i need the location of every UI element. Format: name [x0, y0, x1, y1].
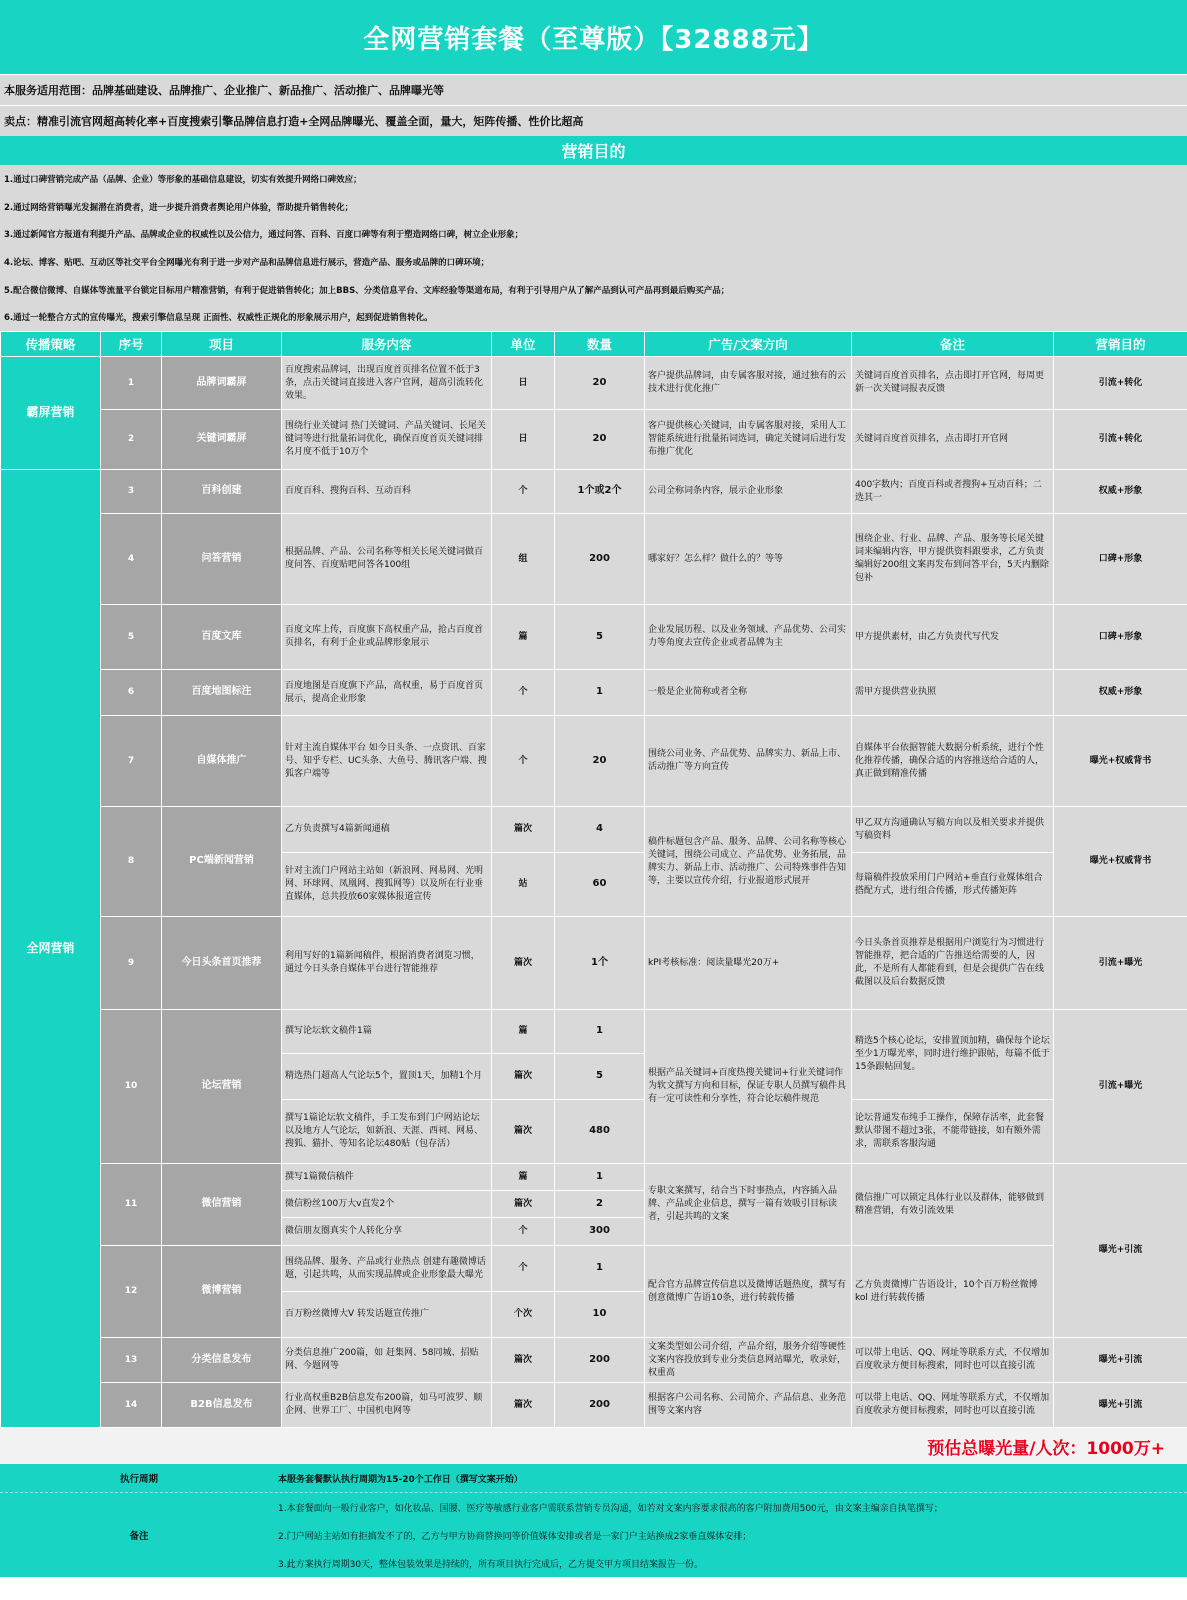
goal-cell: 曝光+权威背书: [1054, 716, 1187, 807]
period-value: 本服务套餐默认执行周期为15-20个工作日（撰写文案开始）: [278, 1474, 523, 1485]
unit-cell: 篇: [492, 1010, 555, 1054]
content-cell: 针对主流门户网站主站如（新浪网、网易网、光明网、环球网、凤凰网、搜狐网等）以及所在行业垂直媒体，总共投放60家媒体报道宣传: [282, 853, 492, 917]
footer: [0, 1464, 1187, 1577]
unit-cell: 篇次: [492, 1054, 555, 1100]
project-cell: B2B信息发布: [162, 1383, 282, 1428]
content-cell: 百万粉丝微博大V 转发话题宣传推广: [282, 1292, 492, 1338]
note-cell: 关键词百度首页排名，点击即打开官网: [852, 410, 1054, 470]
goal-cell: 权威+形象: [1054, 470, 1187, 514]
content-cell: 利用写好的1篇新闻稿件，根据消费者浏览习惯，通过今日头条自媒体平台进行智能推荐: [282, 917, 492, 1010]
quantity-cell: 200: [555, 514, 645, 605]
ad-cell: 哪家好？怎么样？做什么的？等等: [645, 514, 852, 605]
note-cell: 可以带上电话、QQ、网址等联系方式，不仅增加百度收录方便目标搜索，同时也可以直接引流: [852, 1338, 1054, 1383]
row-number: 12: [101, 1246, 162, 1338]
header-unit: 单位: [492, 332, 555, 357]
goal-cell: 曝光+引流: [1054, 1383, 1187, 1428]
note-cell: 自媒体平台依据智能大数据分析系统，进行个性化推荐传播，确保合适的内容推送给合适的人，真正做到精准传播: [852, 716, 1054, 807]
quantity-cell: 10: [555, 1292, 645, 1338]
project-cell: 分类信息发布: [162, 1338, 282, 1383]
ad-cell: 公司全称词条内容，展示企业形象: [645, 470, 852, 514]
table-row: [1, 357, 1187, 410]
remark-item: 3.此方案执行周期30天，整体包装效果是持续的，所有项目执行完成后，乙方提交甲方项目结案报告一份。: [278, 1559, 704, 1570]
project-cell: 微博营销: [162, 1246, 282, 1338]
project-cell: 自媒体推广: [162, 716, 282, 807]
content-cell: 百度搜索品牌词，出现百度首页排名位置不低于3条，点击关键词直接进入客户官网，超高引流转化效果。: [282, 357, 492, 410]
header-ad-direction: 广告/文案方向: [645, 332, 852, 357]
row-number: 2: [101, 410, 162, 470]
goal-cell: 引流+曝光: [1054, 1010, 1187, 1164]
ad-cell: 根据产品关键词+百度热搜关键词+行业关键词作为软文撰写方向和目标，保证专职人员撰写稿件具有一定可读性和分享性，符合论坛稿件规范: [645, 1010, 852, 1164]
unit-cell: 个: [492, 1218, 555, 1246]
header-strategy: 传播策略: [1, 332, 101, 357]
unit-cell: 篇次: [492, 1191, 555, 1218]
table-row: [1, 470, 1187, 514]
goal-cell: 引流+转化: [1054, 357, 1187, 410]
content-cell: 百度百科、搜狗百科、互动百科: [282, 470, 492, 514]
project-cell: 今日头条首页推荐: [162, 917, 282, 1010]
quantity-cell: 2: [555, 1191, 645, 1218]
project-cell: 微信营销: [162, 1164, 282, 1246]
ad-cell: 企业发展历程、以及业务领域、产品优势、公司实力等角度去宣传企业或者品牌为主: [645, 605, 852, 670]
unit-cell: 日: [492, 357, 555, 410]
goal-cell: 口碑+形象: [1054, 605, 1187, 670]
ad-cell: 稿件标题包含产品、服务、品牌、公司名称等核心关键词，围绕公司成立、产品优势、业务拓展，品牌实力、新品上市、活动推广、公司特殊事件告知等，主要以宣传介绍，行业报道形式展开: [645, 807, 852, 917]
table-row: [1, 514, 1187, 605]
content-cell: 根据品牌、产品、公司名称等相关长尾关键词做百度问答、百度贴吧问答各100组: [282, 514, 492, 605]
page-title: 全网营销套餐（至尊版）【32888元】: [0, 0, 1187, 74]
remark-item: 2.门户网站主站如有拒搞发不了的，乙方与甲方协商替换同等价值媒体安排或者是一家门户主站换成2家垂直媒体安排；: [278, 1531, 752, 1542]
ad-cell: kPI考核标准：阅读量曝光20万+: [645, 917, 852, 1010]
quantity-cell: 480: [555, 1100, 645, 1164]
goal-item: 2.通过网络营销曝光发掘潜在消费者，进一步提升消费者舆论用户体验，帮助提升销售转化；: [0, 193, 1187, 221]
service-scope: 本服务适用范围：品牌基础建设、品牌推广、企业推广、新品推广、活动推广、品牌曝光等: [0, 74, 1187, 105]
header-note: 备注: [852, 332, 1054, 357]
content-cell: 微信粉丝100万大v直发2个: [282, 1191, 492, 1218]
remarks-row: [0, 1492, 1187, 1577]
row-number: 4: [101, 514, 162, 605]
header-goal: 营销目的: [1054, 332, 1187, 357]
unit-cell: 篇次: [492, 1100, 555, 1164]
row-number: 13: [101, 1338, 162, 1383]
note-cell: 每篇稿件投放采用门户网站+垂直行业媒体组合搭配方式，进行组合传播，形式传播矩阵: [852, 853, 1054, 917]
goal-cell: 权威+形象: [1054, 670, 1187, 716]
row-number: 8: [101, 807, 162, 917]
content-cell: 围绕品牌、服务、产品或行业热点 创建有趣微博话题，引起共鸣，从而实现品牌或企业形象最大曝光: [282, 1246, 492, 1292]
unit-cell: 篇次: [492, 807, 555, 853]
goal-cell: 引流+转化: [1054, 410, 1187, 470]
quantity-cell: 200: [555, 1383, 645, 1428]
quantity-cell: 200: [555, 1338, 645, 1383]
quantity-cell: 20: [555, 410, 645, 470]
row-number: 3: [101, 470, 162, 514]
quantity-cell: 5: [555, 605, 645, 670]
table-row: [1, 1246, 1187, 1292]
row-number: 1: [101, 357, 162, 410]
unit-cell: 篇次: [492, 917, 555, 1010]
note-cell: 精选5个核心论坛，安排置顶加精，确保每个论坛至少1万曝光率，同时进行维护跟帖，每篇不低于15条跟帖回复。: [852, 1010, 1054, 1100]
note-cell: 今日头条首页推荐是根据用户浏览行为习惯进行智能推荐，把合适的广告推送给需要的人，因此，不是所有人都能看到，但是会提供广告在线截图以及后台数据反馈: [852, 917, 1054, 1010]
goal-cell: 曝光+引流: [1054, 1338, 1187, 1383]
content-cell: 撰写1篇微信稿件: [282, 1164, 492, 1191]
quantity-cell: 300: [555, 1218, 645, 1246]
row-number: 7: [101, 716, 162, 807]
goals-list: [0, 165, 1187, 331]
goal-item: 4.论坛、博客、贴吧、互动区等社交平台全网曝光有利于进一步对产品和品牌信息进行展示，营造产品、服务或品牌的口碑环境；: [0, 248, 1187, 276]
project-cell: 论坛营销: [162, 1010, 282, 1164]
note-cell: 微信推广可以锁定具体行业以及群体，能够做到精准营销，有效引流效果: [852, 1164, 1054, 1246]
ad-cell: 一般是企业简称或者全称: [645, 670, 852, 716]
table-row: [1, 1010, 1187, 1054]
quantity-cell: 60: [555, 853, 645, 917]
ad-cell: 专职文案撰写，结合当下时事热点，内容插入品牌、产品或企业信息，撰写一篇有效吸引目标读者，引起共鸣的文案: [645, 1164, 852, 1246]
quantity-cell: 1个或2个: [555, 470, 645, 514]
header-quantity: 数量: [555, 332, 645, 357]
note-cell: 关键词百度首页排名，点击即打开官网，每周更新一次关键词报表反馈: [852, 357, 1054, 410]
note-cell: 论坛普通发布纯手工操作，保障存活率，此套餐默认带图不超过3张，不能带链接，如有额外需求，需联系客服沟通: [852, 1100, 1054, 1164]
goal-item: 5.配合微信微博、自媒体等流量平台锁定目标用户精准营销，有利于促进销售转化；加上BBS、分类信息平台、文库经验等渠道布局，有利于引导用户从了解产品到认可产品再到最后购买产品；: [0, 276, 1187, 304]
goal-item: 3.通过新闻官方报道有利提升产品、品牌或企业的权威性以及公信力，通过问答、百科、百度口碑等有利于塑造网络口碑，树立企业形象；: [0, 220, 1187, 248]
row-number: 14: [101, 1383, 162, 1428]
content-cell: 精选热门超高人气论坛5个，置顶1天，加精1个月: [282, 1054, 492, 1100]
row-number: 11: [101, 1164, 162, 1246]
content-cell: 针对主流自媒体平台 如今日头条、一点资讯、百家号、知乎专栏、UC头条、大鱼号、腾讯客户端、搜狐客户端等: [282, 716, 492, 807]
content-cell: 百度地图是百度旗下产品，高权重，易于百度首页展示，提高企业形象: [282, 670, 492, 716]
remarks-list: [278, 1493, 1187, 1577]
content-cell: 撰写1篇论坛软文稿件，手工发布到门户网站论坛以及地方人气论坛，如新浪、天涯、西祠、网易、搜狐、猫扑、等知名论坛480贴（包存活）: [282, 1100, 492, 1164]
quantity-cell: 1: [555, 1164, 645, 1191]
quantity-cell: 4: [555, 807, 645, 853]
goal-cell: 口碑+形象: [1054, 514, 1187, 605]
ad-cell: 客户提供品牌词，由专属客服对接，通过独有的云技术进行优化推广: [645, 357, 852, 410]
table-row: [1, 1164, 1187, 1191]
goal-item: 1.通过口碑营销完成产品（品牌、企业）等形象的基础信息建设，切实有效提升网络口碑效应；: [0, 165, 1187, 193]
header-project: 项目: [162, 332, 282, 357]
content-cell: 分类信息推广200篇，如 赶集网、58同城、招贴网、今题网等: [282, 1338, 492, 1383]
note-cell: 甲乙双方沟通确认写稿方向以及相关要求并提供写稿资料: [852, 807, 1054, 853]
selling-point: 卖点：精准引流官网超高转化率+百度搜索引擎品牌信息打造+全网品牌曝光、覆盖全面，量大，矩阵传播、性价比超高: [0, 105, 1187, 136]
ad-cell: 文案类型如公司介绍，产品介绍，服务介绍等硬性文案内容投放到专业分类信息网站曝光，收录好，权重高: [645, 1338, 852, 1383]
content-cell: 围绕行业关键词 热门关键词、产品关键词、长尾关键词等进行批量拓词优化，确保百度首页关键词排名月度不低于10万个: [282, 410, 492, 470]
note-cell: 围绕企业、行业、品牌、产品、服务等长尾关键词来编辑内容，甲方提供资料跟要求，乙方负责编辑好200组文案再发布到问答平台，5天内删除包补: [852, 514, 1054, 605]
unit-cell: 篇: [492, 605, 555, 670]
strategy-cell: 霸屏营销: [1, 357, 101, 470]
project-cell: 关键词霸屏: [162, 410, 282, 470]
remarks-label: 备注: [129, 1531, 149, 1543]
row-number: 9: [101, 917, 162, 1010]
period-row: [0, 1464, 1187, 1492]
project-cell: 问答营销: [162, 514, 282, 605]
unit-cell: 站: [492, 853, 555, 917]
note-cell: 需甲方提供营业执照: [852, 670, 1054, 716]
unit-cell: 组: [492, 514, 555, 605]
table-row: [1, 605, 1187, 670]
period-label: 执行周期: [119, 1474, 158, 1486]
strategy-cell: 全网营销: [1, 470, 101, 1428]
goals-heading: 营销目的: [0, 136, 1187, 165]
project-cell: 百度文库: [162, 605, 282, 670]
unit-cell: 篇次: [492, 1338, 555, 1383]
content-cell: 微信朋友圈真实个人转化分享: [282, 1218, 492, 1246]
unit-cell: 个: [492, 470, 555, 514]
note-cell: 乙方负责微博广告语设计，10个百万粉丝微博kol 进行转载传播: [852, 1246, 1054, 1338]
goal-cell: 曝光+权威背书: [1054, 807, 1187, 917]
quantity-cell: 1: [555, 1246, 645, 1292]
ad-cell: 配合官方品牌宣传信息以及微博话题热度，撰写有创意微博广告语10条，进行转载传播: [645, 1246, 852, 1338]
row-number: 10: [101, 1010, 162, 1164]
unit-cell: 个次: [492, 1292, 555, 1338]
content-cell: 撰写论坛软文稿件1篇: [282, 1010, 492, 1054]
content-cell: 乙方负责撰写4篇新闻通稿: [282, 807, 492, 853]
header-content: 服务内容: [282, 332, 492, 357]
goal-item: 6.通过一轮整合方式的宣传曝光，搜索引擎信息呈现 正面性、权威性正规化的形象展示用户，起到促进销售转化。: [0, 303, 1187, 331]
table-row: [1, 917, 1187, 1010]
table-row: [1, 1338, 1187, 1383]
ad-cell: 客户提供核心关键词，由专属客服对接，采用人工智能系统进行批量拓词选词，确定关键词后进行发布推广优化: [645, 410, 852, 470]
service-table: [0, 331, 1187, 1428]
project-cell: 百科创建: [162, 470, 282, 514]
quantity-cell: 20: [555, 357, 645, 410]
note-cell: 可以带上电话、QQ、网址等联系方式，不仅增加百度收录方便目标搜索，同时也可以直接引流: [852, 1383, 1054, 1428]
row-number: 6: [101, 670, 162, 716]
table-row: [1, 410, 1187, 470]
remark-item: 1.本套餐面向一般行业客户，如化妆品、国腰、医疗等敏感行业客户需联系营销专员沟通，如若对文案内容要求很高的客户附加费用500元，由文案主编亲自执笔撰写；: [278, 1503, 943, 1514]
unit-cell: 个: [492, 716, 555, 807]
table-header: [1, 332, 1187, 357]
table-row: [1, 807, 1187, 853]
exposure-estimate: 预估总曝光量/人次：1000万+: [0, 1428, 1187, 1464]
note-cell: 400字数内；百度百科或者搜狗+互动百科；二选其一: [852, 470, 1054, 514]
ad-cell: 根据客户公司名称、公司简介、产品信息、业务范围等文案内容: [645, 1383, 852, 1428]
unit-cell: 篇次: [492, 1383, 555, 1428]
table-row: [1, 670, 1187, 716]
content-cell: 百度文库上传，百度旗下高权重产品，抢占百度首页排名，有利于企业或品牌形象展示: [282, 605, 492, 670]
project-cell: PC端新闻营销: [162, 807, 282, 917]
table-row: [1, 716, 1187, 807]
unit-cell: 日: [492, 410, 555, 470]
header-number: 序号: [101, 332, 162, 357]
note-cell: 甲方提供素材，由乙方负责代写代发: [852, 605, 1054, 670]
quantity-cell: 5: [555, 1054, 645, 1100]
project-cell: 品牌词霸屏: [162, 357, 282, 410]
goal-cell: 引流+曝光: [1054, 917, 1187, 1010]
quantity-cell: 1: [555, 670, 645, 716]
quantity-cell: 1个: [555, 917, 645, 1010]
quantity-cell: 1: [555, 1010, 645, 1054]
row-number: 5: [101, 605, 162, 670]
content-cell: 行业高权重B2B信息发布200篇，如马可波罗、顺企网、世界工厂、中国机电网等: [282, 1383, 492, 1428]
unit-cell: 个: [492, 670, 555, 716]
goal-cell: 曝光+引流: [1054, 1164, 1187, 1338]
quantity-cell: 20: [555, 716, 645, 807]
table-row: [1, 1383, 1187, 1428]
ad-cell: 围绕公司业务、产品优势、品牌实力、新品上市、活动推广等方向宣传: [645, 716, 852, 807]
unit-cell: 篇: [492, 1164, 555, 1191]
project-cell: 百度地图标注: [162, 670, 282, 716]
unit-cell: 个: [492, 1246, 555, 1292]
